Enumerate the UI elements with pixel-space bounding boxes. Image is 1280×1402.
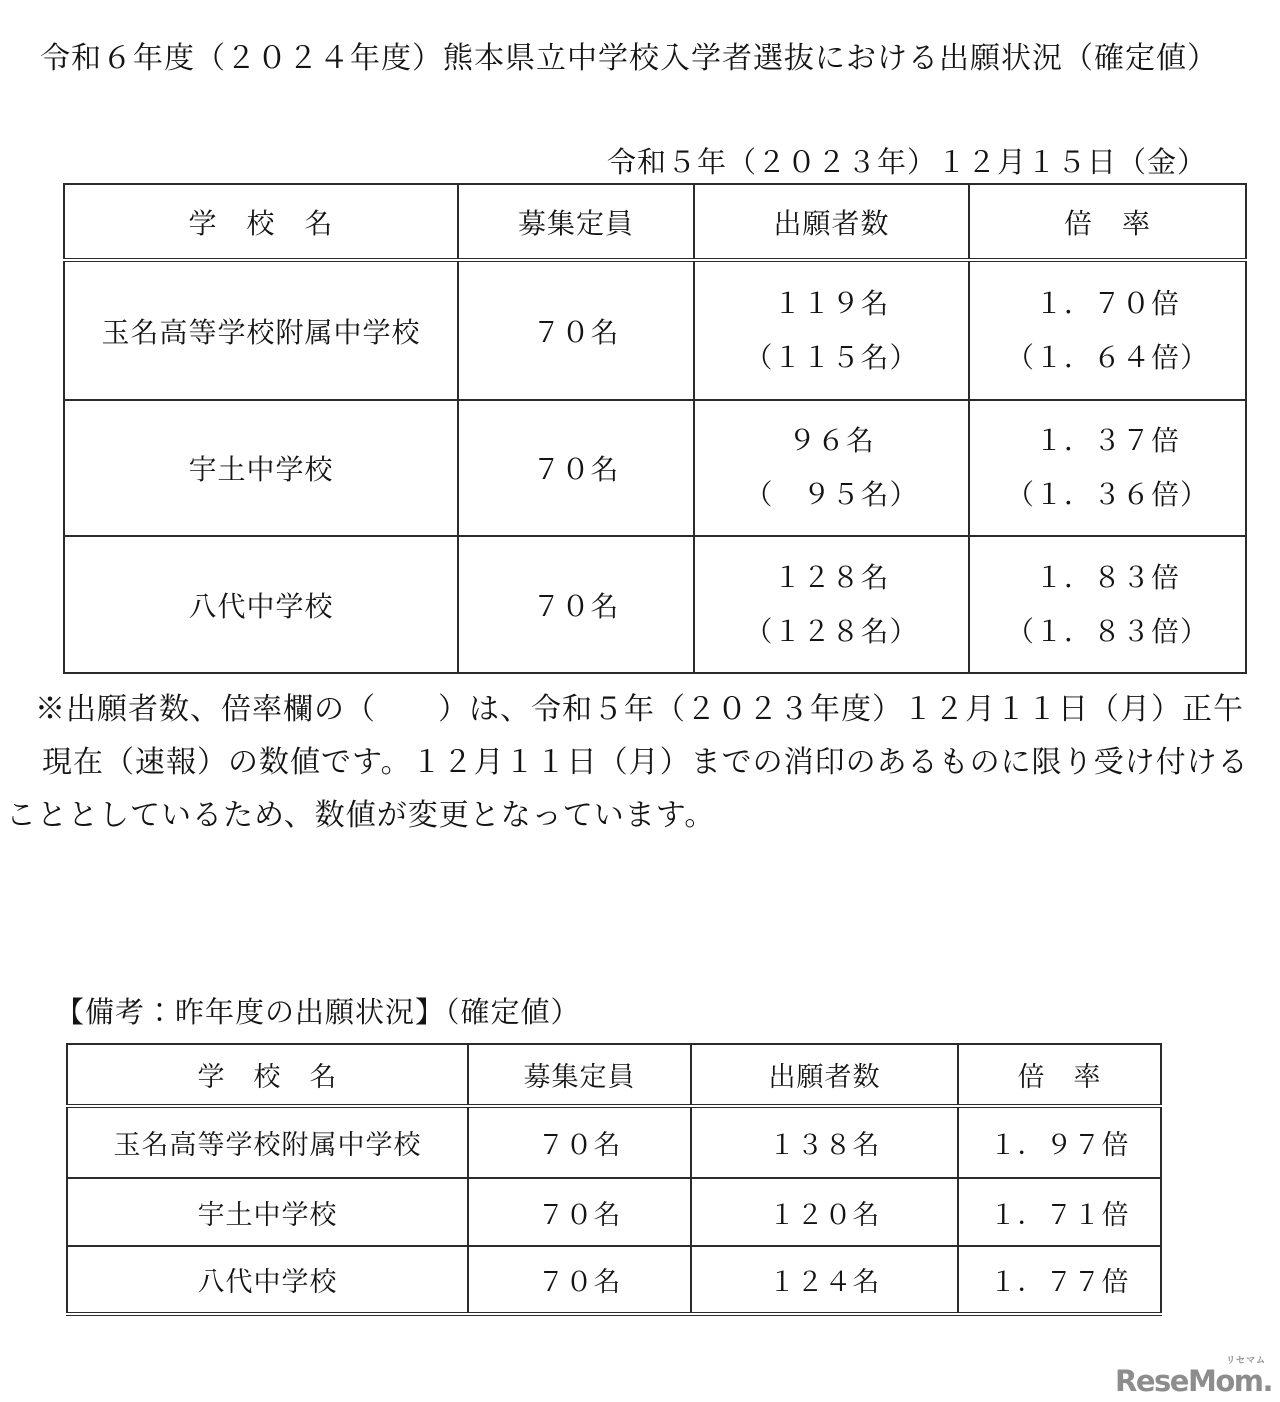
applicants-cell xyxy=(694,400,969,536)
col-header-ratio: 倍 率 xyxy=(958,1044,1161,1106)
capacity-cell: ７０名 xyxy=(468,1246,691,1314)
school-name-cell: 八代中学校 xyxy=(64,536,458,673)
applicants-preliminary: （ ９５名） xyxy=(744,478,919,511)
capacity-cell: ７０名 xyxy=(458,400,694,536)
col-header-capacity: 募集定員 xyxy=(458,184,694,260)
main-table-header-row xyxy=(64,184,1246,260)
school-name-cell: 玉名高等学校附属中学校 xyxy=(64,260,458,400)
ratio-final: １．３７倍 xyxy=(1034,424,1180,457)
ratio-final: １．８３倍 xyxy=(1034,560,1180,594)
capacity-cell: ７０名 xyxy=(458,536,694,673)
ratio-cell: １．７１倍 xyxy=(958,1178,1161,1246)
school-name-cell: 八代中学校 xyxy=(67,1246,468,1314)
table-row-uto xyxy=(67,1178,1161,1246)
ratio-cell xyxy=(969,400,1246,536)
school-name-cell: 宇土中学校 xyxy=(64,400,458,536)
ratio-preliminary: （１．３６倍） xyxy=(1005,478,1209,511)
col-header-applicants: 出願者数 xyxy=(694,184,969,260)
footnote-line-2: 現在（速報）の数値です。１２月１１日（月）までの消印のあるものに限り受け付ける xyxy=(42,745,1249,780)
document-date: 令和５年（２０２３年）１２月１５日（金） xyxy=(606,145,1207,179)
applicants-cell: １３８名 xyxy=(691,1106,958,1178)
prev-table-header-row xyxy=(67,1044,1161,1106)
col-header-school-name: 学 校 名 xyxy=(67,1044,468,1106)
ratio-cell xyxy=(969,536,1246,673)
table-row-tamana xyxy=(64,260,1246,400)
applicants-final: １１９名 xyxy=(773,286,890,320)
applicants-cell: １２０名 xyxy=(691,1178,958,1246)
col-header-applicants: 出願者数 xyxy=(691,1044,958,1106)
applicants-preliminary: （１２８名） xyxy=(744,614,919,648)
capacity-cell: ７０名 xyxy=(458,260,694,400)
resemom-logo xyxy=(1115,1357,1272,1396)
table-row-tamana xyxy=(67,1106,1161,1178)
table-row-uto xyxy=(64,400,1246,536)
footnote-line-3: こととしているため、数値が変更となっています。 xyxy=(6,798,716,833)
col-header-school-name: 学 校 名 xyxy=(64,184,458,260)
school-name-cell: 宇土中学校 xyxy=(67,1178,468,1246)
col-header-capacity: 募集定員 xyxy=(468,1044,691,1106)
footnote-line-1: ※出願者数、倍率欄の（ ）は、令和５年（２０２３年度）１２月１１日（月）正午 xyxy=(35,692,1244,727)
applicants-cell xyxy=(694,260,969,400)
applicants-cell: １２４名 xyxy=(691,1246,958,1314)
page-title: 令和６年度（２０２４年度）熊本県立中学校入学者選抜における出願状況（確定値） xyxy=(40,41,1218,76)
applicants-preliminary: （１１５名） xyxy=(744,340,919,374)
applicants-final: ９６名 xyxy=(787,424,875,457)
ratio-preliminary: （１．８３倍） xyxy=(1005,614,1209,648)
previous-year-status-table xyxy=(66,1043,1162,1316)
table-row-yatsushiro xyxy=(67,1246,1161,1314)
remarks-section-heading: 【備考：昨年度の出願状況】（確定値） xyxy=(55,995,581,1029)
applicants-cell xyxy=(694,536,969,673)
ratio-cell xyxy=(969,260,1246,400)
application-status-table xyxy=(63,183,1247,674)
col-header-ratio: 倍 率 xyxy=(969,184,1246,260)
applicants-final: １２８名 xyxy=(773,560,890,594)
capacity-cell: ７０名 xyxy=(468,1178,691,1246)
ratio-cell: １．７７倍 xyxy=(958,1246,1161,1314)
capacity-cell: ７０名 xyxy=(468,1106,691,1178)
ratio-cell: １．９７倍 xyxy=(958,1106,1161,1178)
table-row-yatsushiro xyxy=(64,536,1246,673)
ratio-preliminary: （１．６４倍） xyxy=(1005,340,1209,374)
resemom-logo-text: ReseMom. xyxy=(1115,1364,1272,1398)
resemom-logo-ruby: リセマム xyxy=(1226,1356,1266,1366)
school-name-cell: 玉名高等学校附属中学校 xyxy=(67,1106,468,1178)
ratio-final: １．７０倍 xyxy=(1034,286,1180,320)
